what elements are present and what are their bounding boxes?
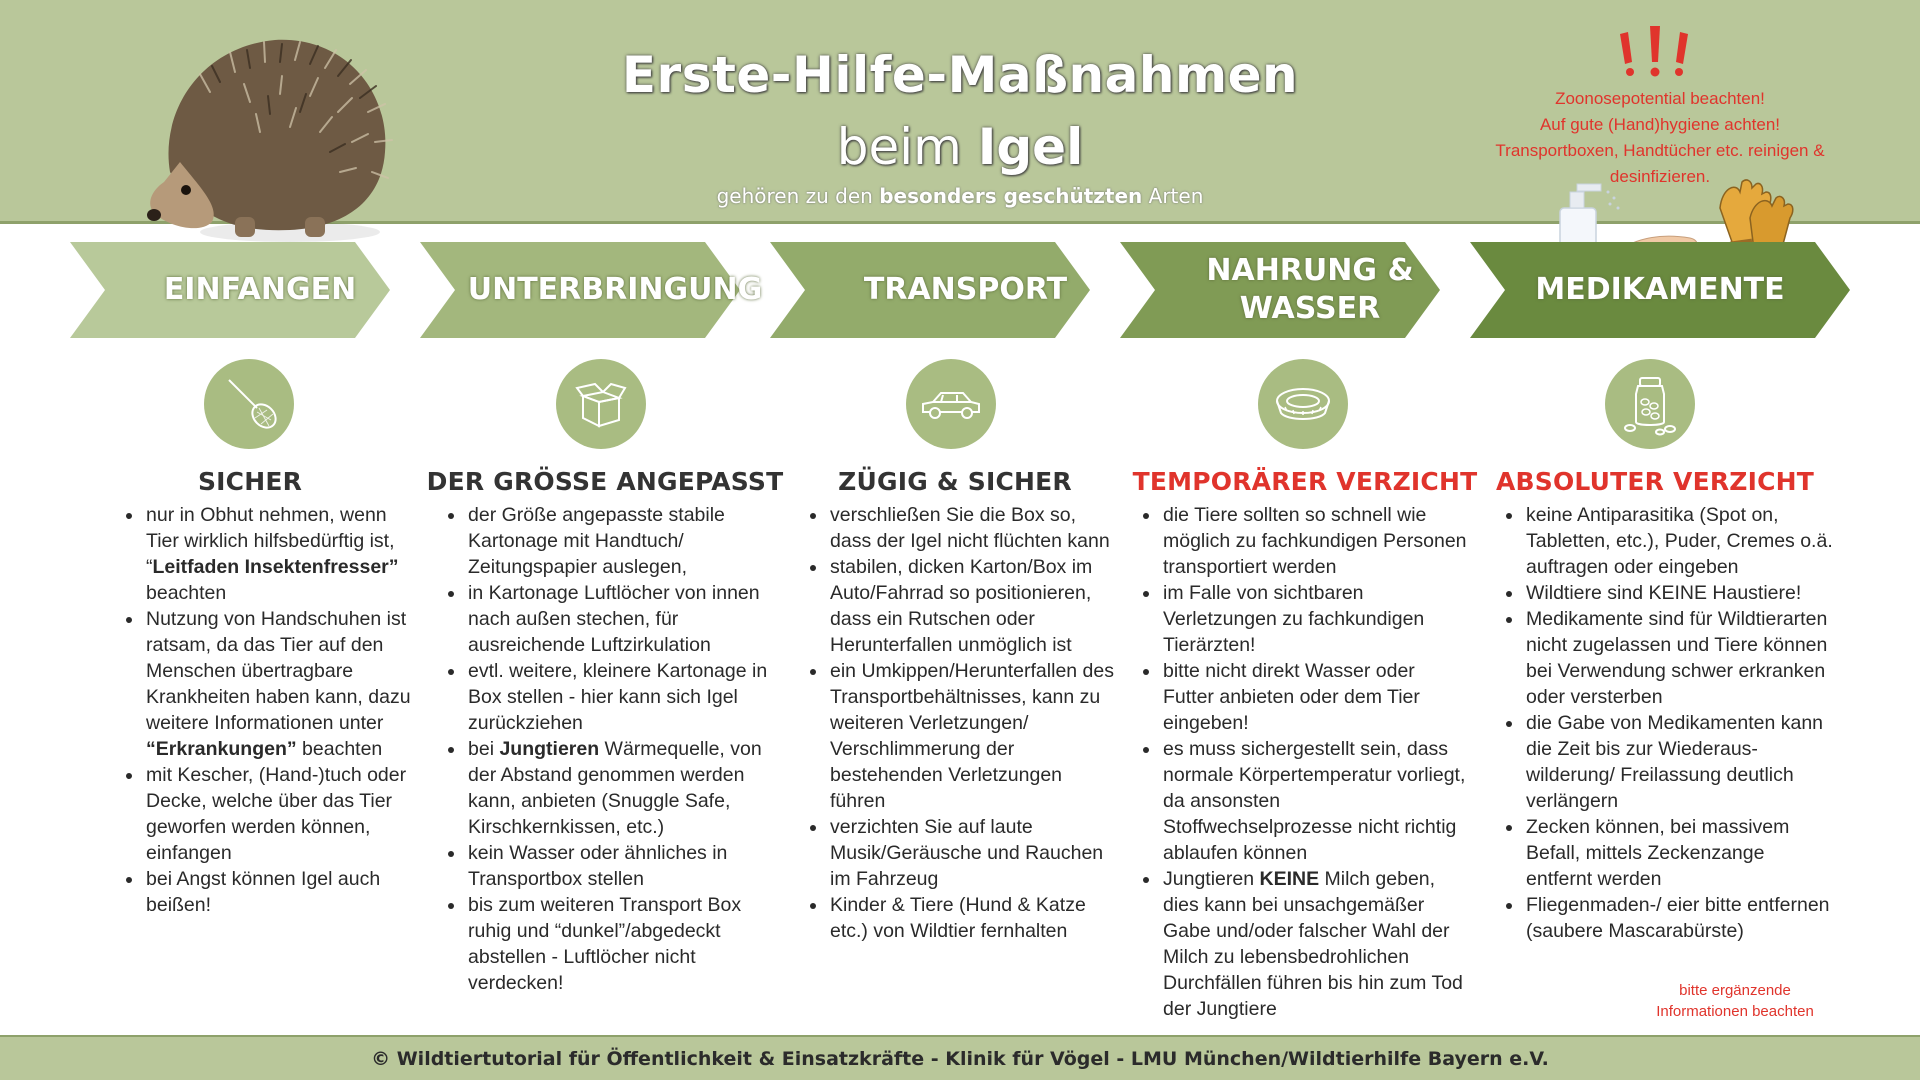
list-item-text: beachten [296, 738, 383, 760]
list-item [1524, 710, 1834, 814]
list-item-text: beachten [146, 582, 227, 604]
note-line-2: Informationen beachten [1656, 1003, 1814, 1020]
column-list-unterbringung [446, 502, 771, 996]
protection-bold: besonders geschützten [879, 184, 1143, 208]
supplementary-note [1620, 980, 1850, 1022]
column-heading-medikamente: ABSOLUTER VERZICHT [1495, 467, 1815, 496]
list-item [828, 502, 1118, 554]
column-list-transport [808, 502, 1118, 944]
list-item-text: Zecken können, bei massivem Befall, mittels Zeckenzange entfernt werden [1526, 816, 1790, 890]
list-item-text: es muss sichergestellt sein, dass normale Körpertemperatur vorliegt, da ansonsten Stoffwechselprozesse nicht richtig ablaufen können [1163, 738, 1466, 864]
list-item-text: Nutzung von Handschuhen ist ratsam, da das Tier auf den Menschen übertragbare Krankheiten haben kann, dazu weitere Informationen unter [146, 608, 411, 734]
list-item-text: die Tiere sollten so schnell wie möglich zu fachkundigen Personen transportiert werden [1163, 504, 1467, 578]
column-heading-unterbringung: DER GRÖSSE ANGEPASST [426, 467, 784, 496]
list-item [466, 658, 771, 736]
list-item [1161, 866, 1471, 1022]
list-item [466, 892, 771, 996]
column-list-nahrung [1141, 502, 1471, 1022]
list-item [466, 840, 771, 892]
warning-line-3: Transportboxen, Handtücher etc. reinigen & [1495, 141, 1825, 160]
step-label-unterbringung: UNTERBRINGUNG [467, 272, 763, 307]
box-icon [556, 359, 646, 449]
list-item [1524, 502, 1834, 580]
list-item-text: bei Angst können Igel auch beißen! [146, 868, 381, 916]
column-list-einfangen [124, 502, 414, 918]
note-line-1: bitte ergänzende [1679, 982, 1791, 999]
list-item-text: nur in Obhut nehmen, wenn Tier wirklich hilfsbedürftig ist, “ [146, 504, 395, 578]
hygiene-warning [1440, 86, 1880, 190]
list-item-text: in Kartonage Luftlöcher von innen nach außen stechen, für ausreichende Luftzirkulation [468, 582, 760, 656]
list-item-text: Medikamente sind für Wildtierarten nicht zugelassen und Tiere können bei Verwendung schwer erkranken oder versterben [1526, 608, 1828, 708]
step-label-nahrung: NAHRUNG & WASSER [1206, 253, 1414, 326]
list-item-text: Fliegenmaden-/ eier bitte entfernen (saubere Mascarabürste) [1526, 894, 1830, 942]
page-title: Erste-Hilfe-Maßnahmen [621, 46, 1299, 104]
list-item [144, 502, 414, 606]
list-item-text: der Größe angepasste stabile Kartonage mit Handtuch/ Zeitungspapier auslegen, [468, 504, 725, 578]
column-heading-nahrung: TEMPORÄRER VERZICHT [1132, 467, 1478, 496]
list-item [466, 736, 771, 840]
footer-text: © Wildtiertutorial für Öffentlichkeit & Einsatzkräfte - Klinik für Vögel - LMU München/Wildtierhilfe Bayern e.V. [371, 1047, 1549, 1070]
list-item-text: bitte nicht direkt Wasser oder Futter anbieten oder dem Tier eingeben! [1163, 660, 1420, 734]
list-item-text: Kinder & Tiere (Hund & Katze etc.) von Wildtier fernhalten [830, 894, 1086, 942]
title-prefix: beim [836, 118, 978, 176]
list-item [1524, 814, 1834, 892]
list-item-emphasis: Leitfaden Insektenfresser” [152, 556, 399, 578]
list-item-text: keine Antiparasitika (Spot on, Tabletten, etc.), Puder, Cremes o.ä. auftragen oder eingeben [1526, 504, 1833, 578]
net-icon [204, 359, 294, 449]
list-item-text: bis zum weiteren Transport Box ruhig und “dunkel”/abgedeckt abstellen - Luftlöcher nicht verdecken! [468, 894, 742, 994]
list-item [1161, 580, 1471, 658]
list-item [828, 554, 1118, 658]
step-label-einfangen: EINFANGEN [163, 272, 357, 307]
footer-credits [0, 1035, 1920, 1080]
title-species: Igel [977, 118, 1084, 176]
warning-line-2: Auf gute (Hand)hygiene achten! [1539, 115, 1781, 134]
list-item-text: im Falle von sichtbaren Verletzungen zu fachkundigen Tierärzten! [1163, 582, 1425, 656]
hedgehog-image [140, 22, 400, 252]
step-label-medikamente: MEDIKAMENTE [1535, 272, 1785, 307]
list-item-text: Wärmequelle, von der Abstand genommen werden kann, anbieten (Snuggle Safe, Kirschkernkissen, etc.) [468, 738, 762, 838]
list-item-emphasis: Jungtieren [499, 738, 600, 760]
list-item-text: die Gabe von Medikamenten kann die Zeit bis zur Wiederaus-wilderung/ Freilassung deutlich verlängern [1526, 712, 1824, 812]
list-item [1524, 606, 1834, 710]
pill-bottle-icon [1605, 359, 1695, 449]
column-list-medikamente [1504, 502, 1834, 944]
list-item [1161, 658, 1471, 736]
list-item-text: verschließen Sie die Box so, dass der Igel nicht flüchten kann [830, 504, 1110, 552]
list-item-text: mit Kescher, (Hand-)tuch oder Decke, welche über das Tier geworfen werden können, einfangen [146, 764, 407, 864]
protection-prefix: gehören zu den [716, 184, 880, 208]
list-item-text: Milch geben, dies kann bei unsachgemäßer Gabe und/oder falscher Wahl der Milch zu lebensbedrohlichen Durchfällen führen bis hin zum Tod der Jungtiere [1163, 868, 1463, 1020]
list-item [1161, 736, 1471, 866]
list-item [1161, 502, 1471, 580]
step-label-transport: TRANSPORT [863, 272, 1068, 307]
list-item [466, 502, 771, 580]
bowl-icon [1258, 359, 1348, 449]
list-item [144, 606, 414, 762]
list-item [1524, 580, 1834, 606]
list-item-emphasis: KEINE [1259, 868, 1320, 890]
protection-suffix: Arten [1142, 184, 1204, 208]
list-item [828, 892, 1118, 944]
column-heading-einfangen: SICHER [197, 467, 303, 496]
list-item [144, 866, 414, 918]
list-item-text: Wildtiere sind KEINE Haustiere! [1526, 582, 1802, 604]
list-item [828, 658, 1118, 814]
list-item-text: kein Wasser oder ähnliches in Transportbox stellen [468, 842, 728, 890]
list-item-text: ein Umkippen/Herunterfallen des Transportbehältnisses, kann zu weiteren Verletzungen/ Verschlimmerung der bestehenden Verletzungen führen [830, 660, 1114, 812]
list-item-text: verzichten Sie auf laute Musik/Geräusche und Rauchen im Fahrzeug [830, 816, 1104, 890]
list-item [828, 814, 1118, 892]
car-icon [906, 359, 996, 449]
column-heading-transport: ZÜGIG & SICHER [838, 467, 1072, 496]
list-item [144, 762, 414, 866]
warning-line-4: desinfizieren. [1609, 167, 1711, 186]
list-item-emphasis: “Erkrankungen” [146, 738, 297, 760]
list-item [466, 580, 771, 658]
exclamation-icon [1610, 24, 1700, 84]
list-item-text: stabilen, dicken Karton/Box im Auto/Fahrrad so positionieren, dass ein Rutschen oder Herunterfallen unmöglich ist [830, 556, 1093, 656]
warning-line-1: Zoonosepotential beachten! [1555, 89, 1765, 108]
list-item-text: evtl. weitere, kleinere Kartonage in Box stellen - hier kann sich Igel zurückziehen [468, 660, 768, 734]
list-item-text: bei [468, 738, 500, 760]
list-item-text: Jungtieren [1163, 868, 1260, 890]
list-item [1524, 892, 1834, 944]
